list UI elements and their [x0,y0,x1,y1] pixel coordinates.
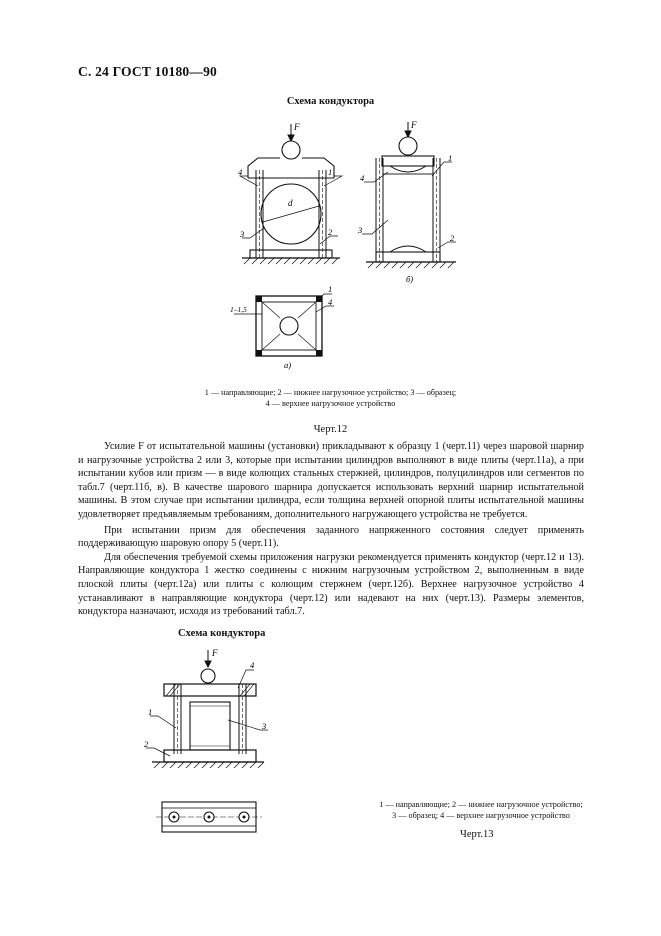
force-label-a: F [294,122,300,132]
gap-label: 1–1,5 [230,305,247,314]
upper-load-device [248,158,334,178]
lower-load-device [376,252,440,262]
plan-ball [280,317,298,335]
label-1-13: 1 [148,707,153,717]
figure12a-drawing [230,118,340,278]
figure12-plan [224,284,344,370]
ball-joint [399,137,417,155]
body-text [78,440,584,619]
figure12-legend [0,387,661,409]
base-hatch [368,262,454,268]
figure12-legend-line1: 1 — направляющие; 2 — нижнее нагрузочное устройство; 3 — образец; [204,388,457,397]
force-label-b: F [411,120,417,130]
guide-left [376,158,383,262]
guide-left [174,684,181,754]
label-4p: 4 [328,297,333,307]
lower-splitting-rod [390,246,426,252]
force-arrow [205,650,211,667]
figure13-legend [336,799,626,821]
label-1a: 1 [328,167,333,177]
figure13-drawing [140,644,270,778]
ball-joint [201,669,215,683]
ball-joint [282,141,300,159]
upper-load-device [382,156,434,166]
specimen [383,174,433,252]
label-3b: 3 [358,225,363,235]
figure13-caption: Черт.13 [460,829,494,840]
label-2-13: 2 [144,739,149,749]
figure13-legend-line2: 3 — образец; 4 — верхнее нагрузочное устройство [392,811,570,820]
label-4a: 4 [238,167,243,177]
figure12-title: Схема кондуктора [286,96,375,107]
label-3a: 3 [240,229,245,239]
label-1p: 1 [328,284,333,294]
force-label-13: F [212,648,218,658]
leaders [240,176,342,244]
paragraph-1: Усилие F от испытательной машины (установки) прикладывают к образцу 1 (черт.11) через шаровой шарнир и нагрузочные устройства 2 или 3, которые при испытании цилиндров выполняют в виде плиты (черт.11а), а при испытании кубов или призм — в виде колющих стальных стержней, цилиндров, полуцилиндров или сегментов по табл.7 (черт.11б, в). В качестве шарового шарнира допускается использовать верхний шарнир испытательной машины. В этом случае при испытании цилиндра, если толщина верхней опорной плиты испытательной машины удовлетворяет предъявляемым требованиям, дополнительного нагружающего устройства не требуется. [78,441,584,520]
sub-b: б) [406,274,414,284]
page-header: С. 24 ГОСТ 10180—90 [78,64,217,79]
guide-right [319,170,326,258]
guide-left [256,170,263,258]
figure12b-drawing [352,116,460,288]
figure12-caption: Черт.12 [313,424,348,435]
label-2b: 2 [450,233,455,243]
label-2a: 2 [328,227,333,237]
figure12-legend-line2: 4 — верхнее нагрузочное устройство [265,399,396,408]
base-hatch [244,258,338,264]
label-3-13: 3 [262,721,267,731]
figure13-title: Схема кондуктора [178,628,266,639]
figure13-legend-line1: 1 — направляющие; 2 — нижнее нагрузочное устройство; [379,800,583,809]
sub-a: а) [284,360,292,370]
diameter-label: d [288,198,293,208]
label-1b: 1 [448,153,453,163]
lower-load-device [250,250,332,258]
diameter-line [263,206,319,222]
label-4-13: 4 [250,660,255,670]
paragraph-3: Для обеспечения требуемой схемы приложения нагрузки рекомендуется применять кондуктор (черт.12 и 13). Направляющие кондуктора 1 жестко соединены с нижним нагрузочным устройством 2, выполненным в виде плоской плиты (черт.12а) или плиты с колющим стержнем (черт.12б). Верхнее нагрузочное устройство 4 устанавливают в направляющие кондуктора (черт.12) или надевают на них (черт.13). Размеры элементов, кондуктора назначают, исходя из требований табл.7. [78,551,584,618]
paragraph-2: При испытании призм для обеспечения заданного напряженного состояния следует применять поддерживающую шаровую опору 5 (черт.11). [78,524,584,550]
specimen [190,702,230,750]
base-hatch [154,762,264,768]
label-4b: 4 [360,173,365,183]
figure13-plan [150,796,270,840]
